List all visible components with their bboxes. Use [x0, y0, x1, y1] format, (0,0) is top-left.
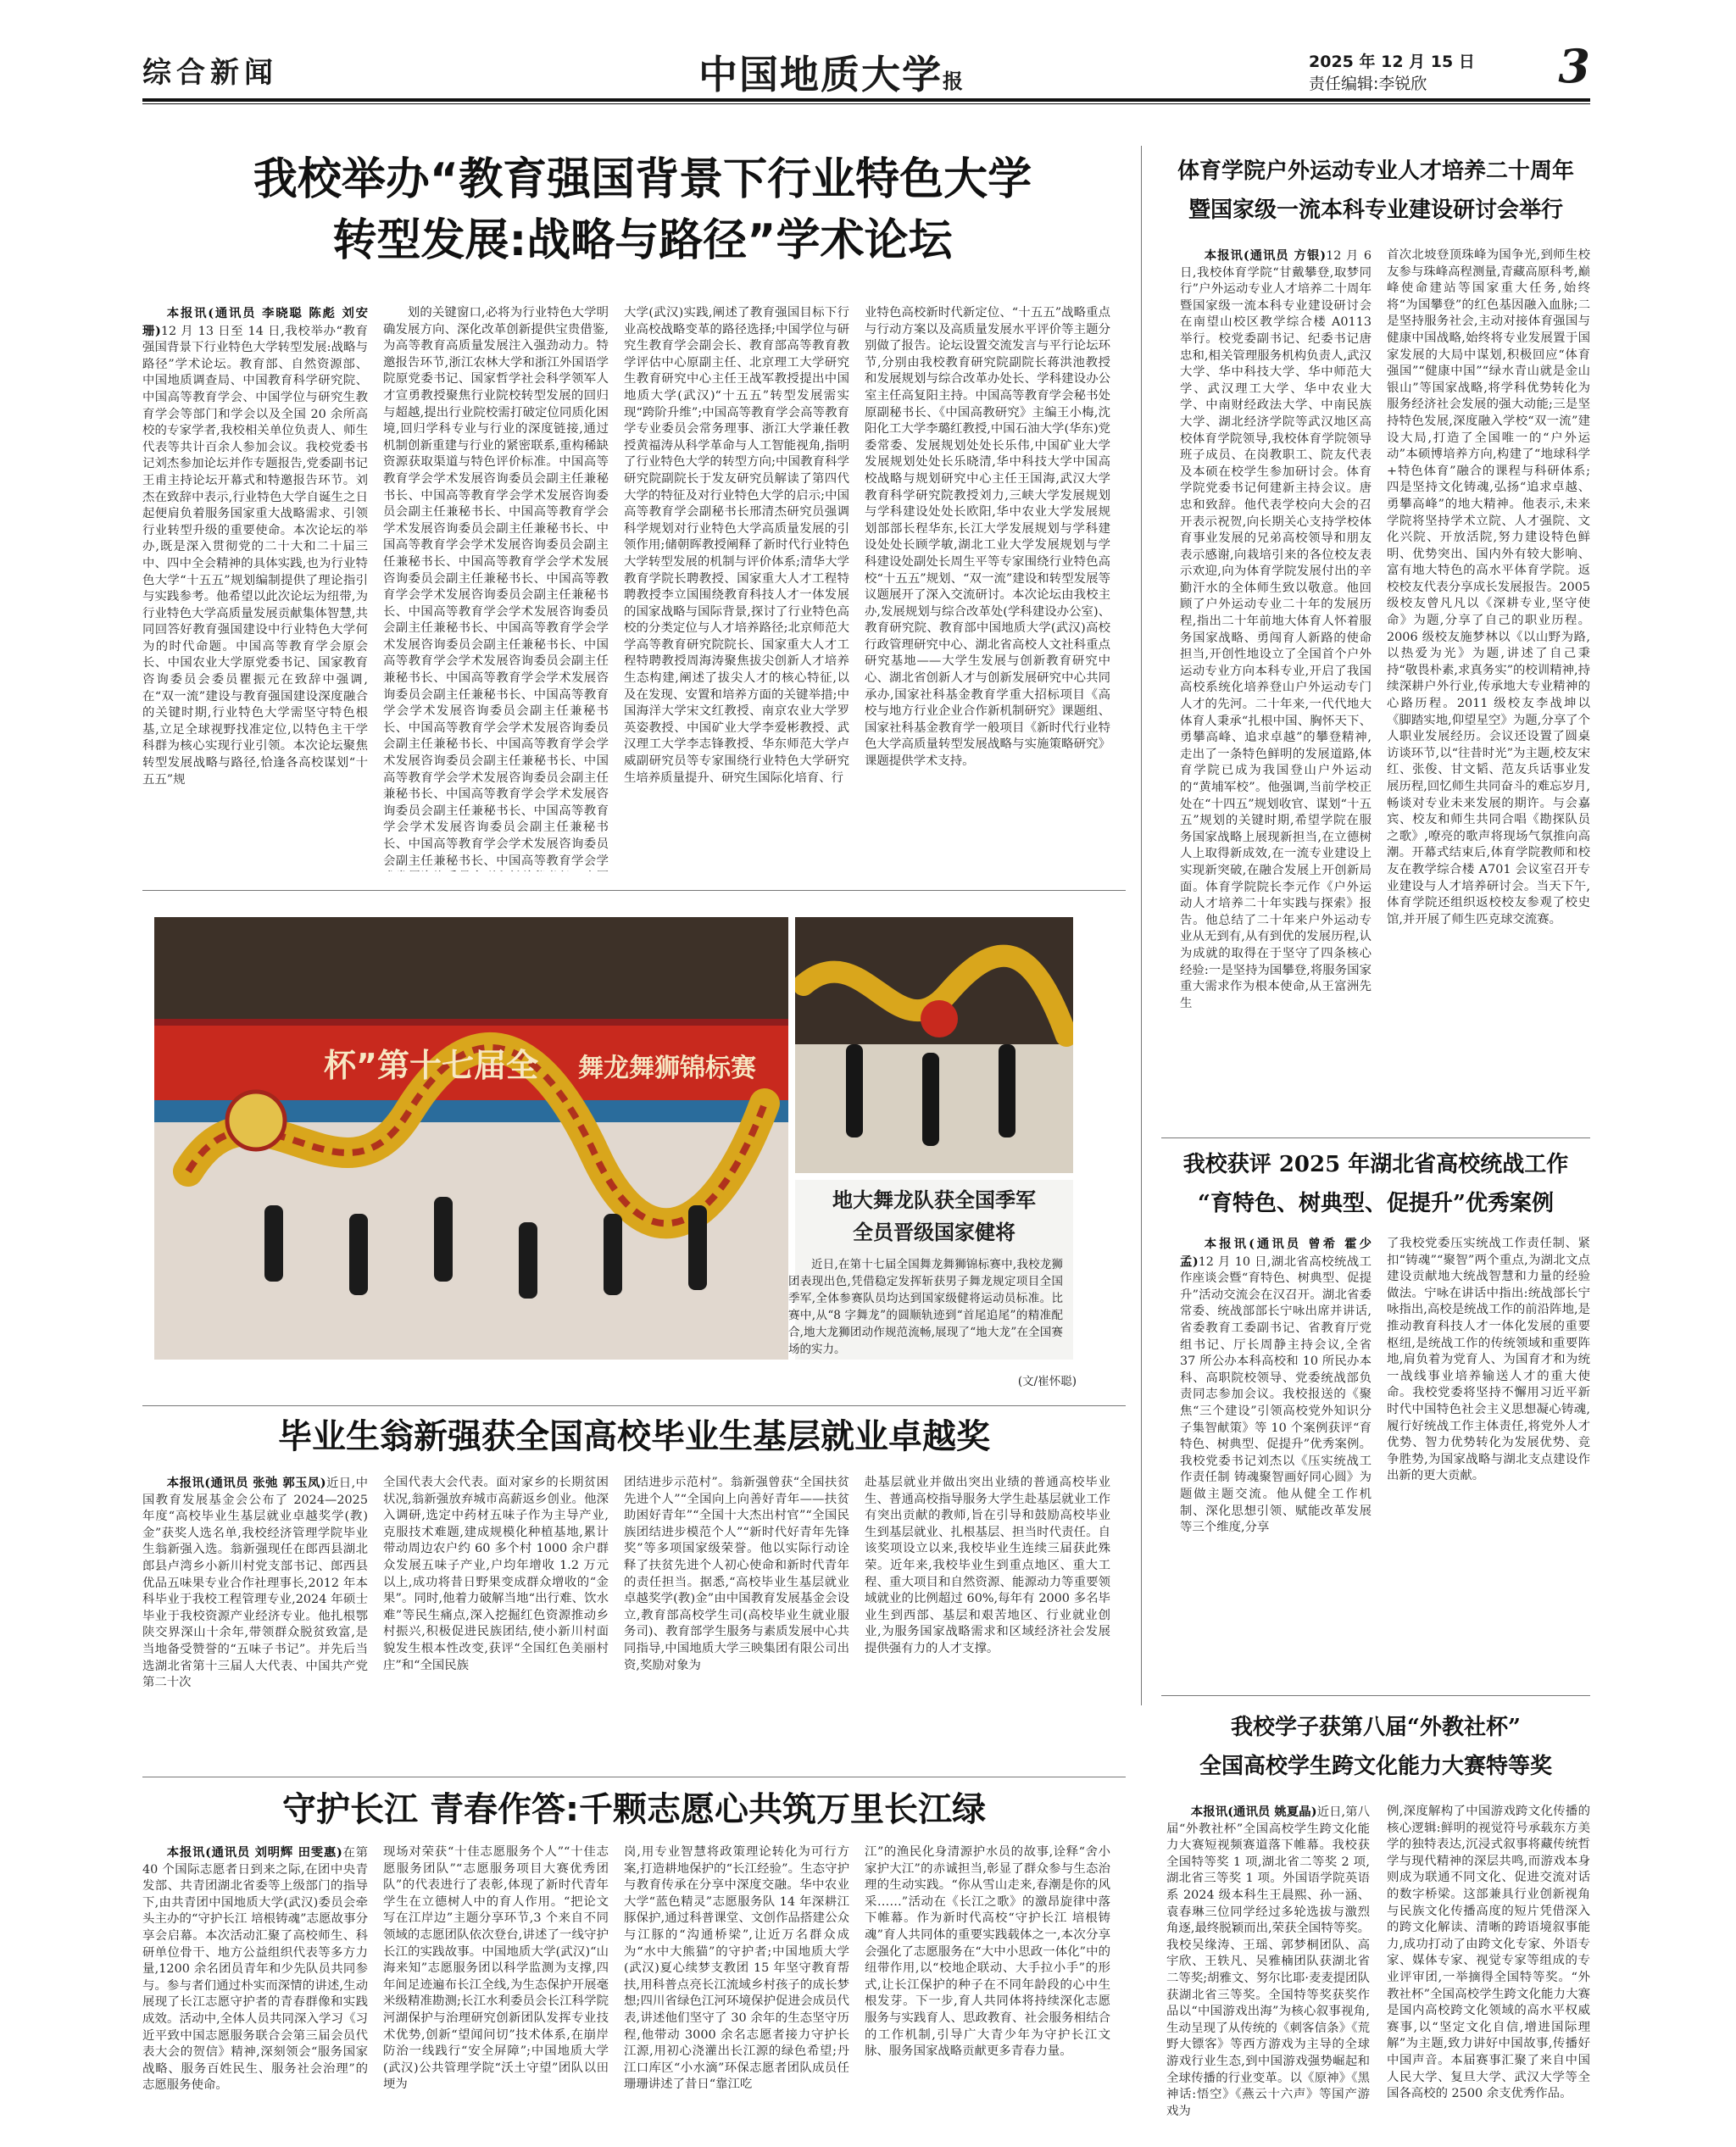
photo-banner-text-a: 杯”第十七届全: [324, 1047, 538, 1084]
article2-text-1: 12 月 6 日,我校体育学院“甘戴攀登,取梦同行”户外运动专业人才培养二十周年暨国家级一流本科专业建设研讨会在南望山校区教学综合楼 A0113 举行。校党委副书记、纪委书记唐忠和,相关管理服务机构负责人,武汉大学、华中科技大学、华中师范大学、武汉理工大学、华中农业大学、中南财经政法大学、中南民族大学、湖北经济学院等武汉地区高校体育学院领导,我校体育学院领导班子成员、在岗教职工、院友代表及本硕在校学生参加研讨会。体育学院党委书记何建新主持会议。唐忠和致辞。他代表学校向大会的召开表示祝贺,向长期关心支持学校体育事业发展的兄弟高校领导和朋友表示感谢,向栽培引来的各位校友表示欢迎,向为体育学院发展付出的辛勤汗水的全体师生致以敬意。他回顾了户外运动专业二十年的发展历程,指出二十年前地大体育人怀着服务国家战略、勇闯育人新路的使命担当,开创性地设立了全国首个户外运动专业方向本科专业,开启了我国高校系统化培养登山户外运动专门人才的先河。二十年来,一代代地大体育人秉承“扎根中国、胸怀天下、勇攀高峰、追求卓越”的攀登精神,走出了一条特色鲜明的发展道路,体育学院已成为我国登山户外运动的“黄埔军校”。他强调,当前学校正处在“十四五”规划收官、谋划“十五五”规划的关键时期,希望学院在服务国家战略上展现新担当,在立德树人上取得新成效,在一流专业建设上实现新突破,在融合发展上开创新局面。体育学院院长李元作《户外运动人才培养二十年实践与探索》报告。他总结了二十年来户外运动专业从无到有,从有到优的发展历程,认为成就的取得在于坚守了四条核心经验:一是坚持为国攀登,将服务国家重大需求作为根本使命,从王富洲先生: [1180, 249, 1372, 1010]
photo-banner-text-b: 舞龙舞狮锦标赛: [578, 1054, 756, 1083]
masthead-rule-thin: [142, 103, 1590, 104]
article1-text-1: 12 月 13 日至 14 日,我校举办“教育强国背景下行业特色大学转型发展:战略与路径”学术论坛。教育部、自然资源部、中国地质调查局、中国教育科学研究院、中国高等教育学会、中国学位与研究生教育学会等部门和学会以及全国 20 余所高校的专家学者,我校相关单位负责人、师生代表等共计百余人参加会议。我校党委书记刘杰参加论坛并作专题报告,党委副书记王甫主持论坛开幕式和特邀报告环节。刘杰在致辞中表示,行业特色大学自诞生之日起便肩负着服务国家重大战略需求、引领行业转型升级的重要使命。本次论坛的举办,既是深入贯彻党的二十大和二十届三中、四中全会精神的具体实践,也为行业特色大学“十五五”规划编制提供了理论指引与实践参考。他希望以此次论坛为纽带,为行业特色大学高质量发展贡献集体智慧,共同回答好教育强国建设中行业特色大学何为的时代命题。中国高等教育学会原会长、中国农业大学原党委书记、国家教育咨询委员会委员瞿振元在致辞中强调,在“双一流”建设与教育强国建设深度融合的关键时期,行业特色大学需坚守特色根基,立足全球视野找准定位,以特色主干学科群为核心实现行业引领。本次论坛聚焦转型发展战略与路径,恰逢各高校谋划“十五五”规: [142, 324, 368, 787]
editor-label: 责任编辑:: [1309, 75, 1379, 93]
article4-column-2: 了我校党委压实统战工作责任制、紧扣“铸魂”“聚智”两个重点,为湖北文点建设贡献地大统战智慧和力量的经验做法。宁咏在讲话中指出:统战部长宁咏指出,高校是统战工作的前沿阵地,是推动教育科技人才一体化发展的重要枢纽,是统战工作的传统领域和重要阵地,肩负着为党育人、为国育才和为统一战线事业培养输送人才的重大使命。我校党委将坚持不懈用习近平新时代中国特色社会主义思想凝心铸魂,履行好统战工作主体责任,将党外人才优势、智力优势转化为发展优势、竞争胜势,为国家战略与湖北支点建设作出新的更大贡献。: [1387, 1237, 1590, 1483]
article3-column-1: [142, 1475, 368, 1758]
article1-column-4: 业特色高校新时代新定位、“十五五”战略重点与行动方案以及高质量发展水平评价等主题分别做了报告。论坛设置交流发言与平行论坛环节,分别由我校教育研究院副院长蒋洪池教授和发展规划与综合改革办处长、学科建设办公室主任高复阳主持。中国高等教育学会秘书处原副秘书长、《中国高教研究》主编王小梅,沈阳化工大学李璐红教授,中国石油大学(华东)党委常委、发展规划处处长乐伟,中国矿业大学发展规划处处长乐晓清,华中科技大学中国高校战略与规划研究中心主任王国海,武汉大学教育科学研究院教授刘力,三峡大学发展规划与学科建设处处长欧阳,华中农业大学发展规划部部长程华东,长江大学发展规划与学科建设处处长顾学敏,湖北工业大学发展规划与学科建设处副处长周生平等专家围绕行业特色高校“十五五”规划、“双一流”建设和转型发展等议题展开了深入交流研讨。本次论坛由我校主办,发展规划与综合改革处(学科建设办公室)、教育研究院、教育部中国地质大学(武汉)高校行政管理研究中心、湖北省高校人文社科重点研究基地——大学生发展与创新教育研究中心、湖北省创新人才与创新发展研究中心共同承办,国家社科基金教育学重大招标项目《高校与地方行业企业合作新机制研究》课题组、国家社科基金教育学一般项目《新时代行业特色大学高质量转型发展战略与实施策略研究》课题提供学术支持。: [865, 306, 1110, 769]
article5-headline-line1: 我校学子获第八届“外教社杯”: [1231, 1715, 1521, 1740]
article1-headline-line1: 我校举办“教育强国背景下行业特色大学: [253, 154, 1032, 205]
page-number: 3: [1558, 39, 1590, 93]
article6-column-1: [142, 1844, 368, 2124]
editor-name: 李锐欣: [1378, 75, 1427, 93]
dragon-dance-photo-secondary-art: [795, 917, 1073, 1173]
article4-byline: 本报讯(通讯员 曾希 霍少孟): [1180, 1237, 1372, 1269]
article5-byline: 本报讯(通讯员 姚夏晶): [1190, 1805, 1317, 1819]
article1-headline-line2: 转型发展:战略与路径”学术论坛: [332, 215, 953, 266]
article5-column-1: [1166, 1804, 1370, 2126]
photo-headline-line2: 全员晋级国家健将: [853, 1220, 1015, 1244]
article4-headline-line2: “育特色、树典型、促提升”优秀案例: [1198, 1191, 1554, 1216]
article5-column-2: 例,深度解构了中国游戏跨文化传播的核心逻辑:鲜明的视觉符号承载东方美学的独特表达,沉浸式叙事将藏传统哲学与现代精神的深层共鸣,而游戏本身则成为联通不同文化、促进交流对话的数字桥梁。这部兼具行业创新视角与民族文化传播高度的短片凭借深入的跨文化解读、清晰的跨语境叙事能力,成功打动了由跨文化专家、外语专家、媒体专家、视觉专家等组成的专业评审团,一举摘得全国特等奖。“外教社杯”全国高校学生跨文化能力大赛是国内高校跨文化领域的高水平权威赛事,以“坚定文化自信,增进国际理解”为主题,致力讲好中国故事,传播好中国声音。本届赛事汇聚了来自中国人民大学、复旦大学、武汉大学等全国各高校的 2500 余支优秀作品。: [1387, 1805, 1590, 2101]
article3-text-1: 近日,中国教育发展基金会公布了 2024—2025 年度“高校毕业生基层就业卓越奖学(教)金”获奖人选名单,我校经济管理学院毕业生翁新强入选。翁新强现任在郎西县湖北郎县卢湾乡小新川村党支部书记、郎西县优品五味果专业合作社理事长,2012 年本科毕业于我校工程管理专业,2024 年硕士毕业于我校资源产业经济专业。他扎根鄂陕交界深山十余年,带领群众脱贫致富,是当地备受赞誉的“五味子书记”。并先后当选湖北省第十三届人大代表、中国共产党第二十次: [142, 1477, 368, 1690]
article4-top-rule: [1161, 1137, 1590, 1138]
article6-headline: 守护长江 青春作答:千颗志愿心共筑万里长江绿: [282, 1790, 986, 1829]
article1-column-2: 划的关键窗口,必将为行业特色大学明确发展方向、深化改革创新提供宝贵借鉴,为高等教育高质量发展注入强劲动力。特邀报告环节,浙江农林大学和浙江外国语学院原党委书记、国家哲学社会科学领军人才宣勇教授聚焦行业院校转型发展的回归与超越,提出行业院校需打破定位同质化困境,回归学科专业与行业的深度链接,通过机制创新重建与行业的紧密联系,重构稀缺资源获取渠道与特色评价标准。中国高等教育学会学术发展咨询委员会副主任兼秘书长、中国高等教育学会学术发展咨询委员会副主任兼秘书长、中国高等教育学会学术发展咨询委员会副主任兼秘书长、中国高等教育学会学术发展咨询委员会副主任兼秘书长、中国高等教育学会学术发展咨询委员会副主任兼秘书长、中国高等教育学会学术发展咨询委员会副主任兼秘书长、中国高等教育学会学术发展咨询委员会副主任兼秘书长、中国高等教育学会学术发展咨询委员会副主任兼秘书长、中国高等教育学会学术发展咨询委员会副主任兼秘书长、中国高等教育学会学术发展咨询委员会副主任兼秘书长、中国高等教育学会学术发展咨询委员会副主任兼秘书长、中国高等教育学会学术发展咨询委员会副主任兼秘书长、中国高等教育学会学术发展咨询委员会副主任兼秘书长、中国高等教育学会学术发展咨询委员会副主任兼秘书长、中国高等教育学会学术发展咨询委员会副主任兼秘书长、中国高等教育学会学术发展咨询委员会副主任兼秘书长、中国高等教育学会学术发展咨询委员会副主任兼秘书长、中国高等教育学会学: [383, 306, 609, 868]
article2-column-2: 首次北坡登顶珠峰为国争光,到师生校友参与珠峰高程测量,青藏高原科考,巅峰使命建站等国家重大任务,始终将“为国攀登”的红色基因融入血脉;二是坚持服务社会,主动对接体育强国与健康中国战略,始终将专业发展置于国家发展的大局中谋划,积极回应“体育强国”“健康中国”“绿水青山就是金山银山”等国家战略,将学科优势转化为服务经济社会发展的强大动能;三是坚持特色发展,深度融入学校“双一流”建设大局,打造了全国唯一的“户外运动”本硕博培养方向,构建了“地球科学+特色体育”融合的课程与科研体系;四是坚持文化铸魂,弘扬“追求卓越、勇攀高峰”的地大精神。他表示,未来学院将坚持学术立院、人才强院、文化兴院、开放活院,努力建设特色鲜明、优势突出、国内外有较大影响、富有地大特色的高水平体育学院。返校校友代表分享成长发展报告。2005 级校友曾凡凡以《深耕专业,坚守使命》为题,分享了自己的职业历程。2006 级校友施梦林以《以山野为路,以热爱为光》为题,讲述了自己秉持“敬畏朴素,求真务实”的校训精神,持续深耕户外行业,传承地大专业精神的心路历程。2011 级校友李战坤以《脚踏实地,仰望星空》为题,分享了个人职业发展经历。会议还设置了圆桌访谈环节,以“往昔时光”为主题,校友宋红、张俊、甘文韬、范友兵话事业发展历程,回忆师生共同奋斗的难忘岁月,畅谈对专业未来发展的期许。与会嘉宾、校友和师生共同合唱《勘探队员之歌》,嘹亮的歌声将现场气氛推向高潮。开幕式结束后,体育学院教师和校友在教学综合楼 A701 会议室召开专业建设与人才培养研讨会。当天下午,体育学院还组织返校校友参观了校史馆,并开展了师生匹克球交流赛。: [1387, 248, 1590, 926]
article6-column-3: 岗,用专业智慧将政策理论转化为可行方案,打造耕地保护的“长江经验”。生态守护与教育传承在分享中深度交融。华中农业大学“蓝色精灵”志愿服务队 14 年深耕江豚保护,通过科普课堂、文创作品搭建公众与江豚的“沟通桥梁”,让近万名群众成为“水中大熊猫”的守护者;中国地质大学(武汉)夏心续梦支教团 15 年坚守教育帮扶,用科普点亮长江流域乡村孩子的成长梦想;四川省绿色江河环境保护促进会成员代表,讲述他们坚守了 30 余年的生态坚守历程,他带动 3000 余名志愿者接力守护长江源,用初心浇灌出长江源的绿色希望;丹江口库区“小水滴”环保志愿者团队成员任珊珊讲述了昔日“靠江吃: [624, 1845, 849, 2092]
article5-headline-line2: 全国高校学生跨文化能力大赛特等奖: [1199, 1754, 1552, 1779]
article2-byline: 本报讯(通讯员 方银): [1204, 248, 1327, 263]
article3-headline: 毕业生翁新强获全国高校毕业生基层就业卓越奖: [278, 1417, 990, 1456]
photo-caption-text: 近日,在第十七届全国舞龙舞狮锦标赛中,我校龙狮团表现出色,凭借稳定发挥斩获男子舞龙规定项目全国季军,全体参赛队员均达到国家级健将运动员标准。比赛中,从“8 字舞龙”的圆顺轨迹到“首尾追尾”的精准配合,地大龙狮团动作规范流畅,展现了“地大龙”在全国赛场的实力。: [788, 1258, 1063, 1356]
masthead-rule-thick: [142, 98, 1590, 102]
article3-column-2: 全国代表大会代表。面对家乡的长期贫困状况,翁新强放弃城市高薪返乡创业。他深入调研,选定中药材五味子作为主导产业,克服技术难题,建成规模化种植基地,累计带动周边农户约 60 多个村 1000 余户群众发展五味子产业,户均年增收 1.2 万元以上,成功将昔日野果变成群众增收的“金果”。同时,他着力破解当地“出行难、饮水难”等民生痛点,深入挖掘红色资源推动乡村振兴,积极促进民族团结,使小新川村面貌发生根本性改变,获评“全国红色美丽村庄”和“全国民族: [383, 1476, 609, 1672]
photo-audience-stands: [154, 917, 788, 1019]
photo-dragon-head: [227, 1092, 285, 1149]
right-column-divider: [1141, 146, 1142, 1705]
article6-byline: 本报讯(通讯员 刘明辉 田雯惠): [166, 1845, 342, 1860]
article1-column-3: 大学(武汉)实践,阐述了教育强国目标下行业高校战略变革的路径选择;中国学位与研究生教育学会副会长、教育部高等教育教学评估中心原副主任、北京理工大学研究生教育研究中心主任王战军教授提出中国地质大学(武汉)“十五五”转型发展需实现“跨阶升维”;中国高等教育学会高等教育学专业委员会常务理事、浙江大学兼任教授黄福涛从科学革命与人工智能视角,指明了行业特色大学的转型方向;中国教育科学研究院副院长于发友研究员解读了第四代大学的特征及对行业特色大学的启示;中国高等教育学会副秘书长邢清杰研究员强调科学规划对行业特色大学高质量发展的引领作用;储朝晖教授阐释了新时代行业特色大学转型发展的机制与评价体系;清华大学教育学院长聘教授、国家重大人才工程特聘教授李立国围绕教育科技人才一体发展的国家战略与国际背景,探讨了行业特色高校的分类定位与人才培养路径;北京师范大学高等教育研究院院长、国家重大人才工程特聘教授周海涛聚焦拔尖创新人才培养生态构建,阐述了拔尖人才的核心特征,以及在发现、安置和培养方面的关键举措;中国海洋大学宋文红教授、南京农业大学罗英姿教授、中国矿业大学李爱彬教授、武汉理工大学李志锋教授、华东师范大学卢威副研究员等专家围绕行业特色大学研究生培养质量提升、研究生国际化培育、行: [624, 306, 849, 785]
article1-column-1: [142, 305, 368, 871]
dragon-dance-photo-main-art: [154, 917, 788, 1360]
paper-name-suffix: 报: [943, 69, 965, 93]
article2-headline-line1: 体育学院户外运动专业人才培养二十周年: [1177, 159, 1574, 184]
paper-name-text: 中国地质大学: [698, 52, 943, 97]
photo2-dragon-pearl: [921, 1000, 958, 1037]
article6-text-1: 在第 40 个国际志愿者日到来之际,在团中央青发部、共青团湖北省委等上级部门的指导下,由共青团中国地质大学(武汉)委员会牵头主办的“守护长江 培根铸魂”志愿故事分享会启幕。本次活动汇聚了高校师生、科研单位骨干、地方公益组织代表等多方力量,1200 余名团员青年和少先队员共同参与。参与者们通过朴实而深情的讲述,生动展现了长江志愿守护者的青春群像和实践成效。活动中,全体人员共同深入学习《习近平致中国志愿服务联合会第三届会员代表大会的贺信》精神,深刻领会“服务国家战略、服务百姓民生、服务社会治理”的志愿服务使命。: [142, 1846, 368, 2093]
article1-bottom-rule: [142, 890, 1126, 891]
dragon-dance-photo-secondary: [795, 917, 1073, 1173]
editor-line: [1309, 71, 1427, 94]
issue-date: 2025 年 12 月 15 日: [1309, 53, 1475, 71]
photo-stand-band: [154, 1019, 788, 1026]
article6-column-4: 江”的渔民化身清源护水员的故事,诠释“舍小家护大江”的赤诚担当,彰显了群众参与生态治理的生动实践。“你从雪山走来,春潮是你的风采……”活动在《长江之歌》的激昂旋律中落下帷幕。作为新时代高校“守护长江 培根铸魂”育人共同体的重要实践载体之一,本次分享会强化了志愿服务在“大中小思政一体化”中的纽带作用,以“校地企联动、大手拉小手”的形式,让长江保护的种子在不同年龄段的心中生根发芽。下一步,育人共同体将持续深化志愿服务与实践育人、思政教育、社会服务相结合的工作机制,引导广大青少年为守护长江文脉、服务国家战略贡献更多青春力量。: [865, 1845, 1110, 2059]
paper-name: [698, 44, 965, 100]
article2-headline-line2: 暨国家级一流本科专业建设研讨会举行: [1188, 197, 1563, 223]
masthead: [142, 39, 1590, 97]
article4-column-1: [1180, 1236, 1372, 1677]
photo-credit: (文/崔怀聪): [1017, 1375, 1077, 1388]
article4-text-1: 12 月 10 日,湖北省高校统战工作座谈会暨“育特色、树典型、促提升”活动交流会在汉召开。湖北省委常委、统战部部长宁咏出席并讲话,省委教育工委副书记、省教育厅党组书记、厅长周静主持会议,全省 37 所公办本科高校和 10 所民办本科、高职院校领导、党委统战部负责同志参加会议。我校报送的《聚焦“三个建设”引领高校党外知识分子集智献策》等 10 个案例获评“育特色、树典型、促提升”优秀案例。我校党委书记刘杰以《压实统战工作责任制 铸魂聚智画好同心圆》为题做主题交流。他从健全工作机制、深化思想引领、赋能改革发展等三个维度,分享: [1180, 1254, 1372, 1535]
article4-headline-line1: 我校获评 2025 年湖北省高校统战工作: [1182, 1152, 1569, 1177]
section-name: 综合新闻: [142, 56, 278, 90]
article5-text-1: 近日,第八届“外教社杯”全国高校学生跨文化能力大赛短视频赛道落下帷幕。我校获全国特等奖 1 项,湖北省二等奖 2 项,湖北省三等奖 1 项。外国语学院英语系 2024 级本科生王晨熙、孙一涵、袁春琳三位同学经过多轮选拔与激烈角逐,最终脱颖而出,荣获全国特等奖。我校吴缘涛、王瑶、郭梦桐团队、高宇欣、王轶凡、吴雅楠团队获湖北省二等奖;胡雅文、努尔比耶·麦麦提团队获湖北省三等奖。全国特等奖获奖作品以“中国游戏出海”为核心叙事视角,生动呈现了从传统的《刺客信条》《荒野大镖客》等西方游戏为主导的全球游戏行业生态,到中国游戏强势崛起和全球传播的行业变革。以《原神》《黑神话:悟空》《燕云十六声》等国产游戏为: [1166, 1805, 1370, 2118]
photo-headline-line1: 地大舞龙队获全国季军: [832, 1188, 1036, 1212]
article3-column-4: 赴基层就业并做出突出业绩的普通高校毕业生、普通高校指导服务大学生赴基层就业工作有突出贡献的教师,旨在引导和鼓励高校毕业生到基层就业、扎根基层、担当时代责任。自该奖项设立以来,我校毕业生连续三届获此殊荣。近年来,我校毕业生到重点地区、重大工程、重大项目和自然资源、能源动力等重要领域就业的比例超过 60%,每年有 2000 多名毕业生到西部、基层和艰苦地区、行业就业创业,为服务国家战略需求和区域经济社会发展提供强有力的人才支撑。: [865, 1476, 1110, 1655]
article2-column-1: [1180, 248, 1372, 1129]
article3-byline: 本报讯(通讯员 张弛 郭玉凤): [166, 1476, 326, 1490]
article1-byline: 本报讯(通讯员 李晓聪 陈彪 刘安珊): [142, 306, 368, 338]
dragon-dance-photo-main: [154, 917, 788, 1360]
photo-bottom-rule: [142, 1405, 1126, 1406]
article6-column-2: 现场对荣获“十佳志愿服务个人”“十佳志愿服务团队”“志愿服务项目大赛优秀团队”的代表进行了表彰,体现了新时代青年学生在立德树人中的育人作用。“把论文写在江岸边”主题分享环节,3 个来自不同领域的志愿团队依次登台,讲述了一线守护长江的实践故事。中国地质大学(武汉)“山海来知”志愿服务团以科学监测为支撑,四年间足迹遍布长江全线,为生态保护开展毫米级精准勘测;长江水利委员会长江科学院河湖保护与治理研究创新团队发挥专业技术优势,创新“望闻问切”技术体系,在崩岸防治一线践行“安全屏障”;中国地质大学(武汉)公共管理学院“沃土守望”团队以田埂为: [383, 1845, 609, 2092]
article5-top-rule: [1161, 1695, 1590, 1696]
article3-column-3: 团结进步示范村”。翁新强曾获“全国扶贫先进个人”“全国向上向善好青年——扶贫助困好青年”“全国十大杰出村官”“全国民族团结进步模范个人”“新时代好青年先锋奖”等多项国家级荣誉。他以实际行动诠释了扶贫先进个人初心使命和新时代青年的责任担当。据悉,“高校毕业生基层就业卓越奖学(教)金”由中国教育发展基金会设立,教育部高校学生司(高校毕业生就业服务司)、教育部学生服务与素质发展中心共同指导,中国地质大学三映集团有限公司出资,奖励对象为: [624, 1476, 849, 1672]
